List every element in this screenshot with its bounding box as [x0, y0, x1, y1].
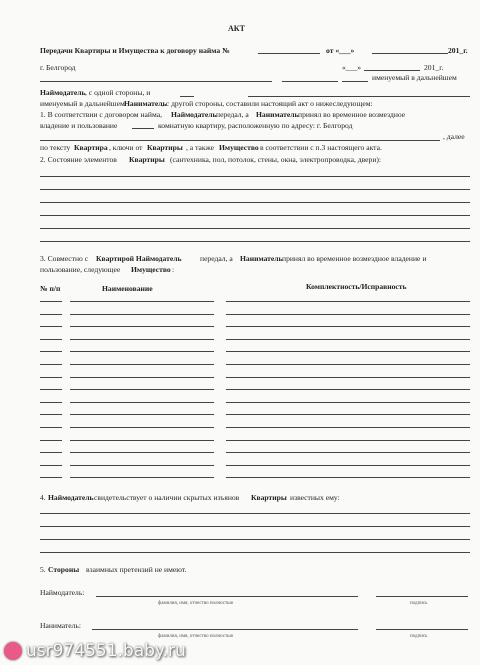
rooms-count-line — [132, 128, 154, 129]
sig-landlord-sign-caption: подпись — [410, 601, 428, 606]
table-cell-line — [226, 377, 470, 378]
p1-line4e: , а также — [186, 143, 215, 152]
p1-a: 1. В соответствии с договором найма, — [40, 110, 163, 119]
p5-c: взаимных претензий не имеют. — [86, 565, 187, 574]
heading-from: от «___» — [326, 46, 355, 55]
p1-line4c: , ключи от — [109, 143, 143, 152]
city: г. Белгород — [40, 63, 76, 72]
p3-line2a: пользование, следующее — [40, 265, 121, 274]
table-cell-line — [40, 351, 62, 352]
p4-c: свидетельствует о наличии скрытых изъянов — [94, 493, 240, 502]
blank-line — [40, 202, 470, 203]
table-cell-line — [40, 314, 62, 315]
heading-year: 201_г. — [448, 46, 468, 55]
table-cell-line — [70, 301, 214, 302]
p3-line2c: : — [172, 265, 175, 274]
tenant-name-line-b — [248, 96, 470, 97]
p1-d: Наниматель — [256, 110, 299, 119]
contract-number-line — [258, 53, 320, 54]
table-cell-line — [70, 389, 214, 390]
table-cell-line — [70, 440, 214, 441]
table-cell-line — [40, 440, 62, 441]
p1-line4d: Квартиры — [147, 143, 183, 152]
table-cell-line — [40, 427, 62, 428]
party-tenant: Наниматель — [124, 99, 167, 108]
table-cell-line — [70, 326, 214, 327]
landlord-name-line-3 — [342, 81, 368, 82]
p3-b: Квартирой Наймодатель — [96, 254, 182, 263]
p5-a: 5. — [40, 565, 46, 574]
p3-a: 3. Совместно с — [40, 254, 89, 263]
doc-title: АКТ — [228, 24, 245, 33]
table-cell-line — [70, 377, 214, 378]
col-state-header: Комплектность/Исправность — [306, 282, 407, 291]
p2-b: Квартиры — [129, 155, 165, 164]
table-cell-line — [70, 364, 214, 365]
p2-c: (сантехника, пол, потолок, стены, окна, электропроводка, двери): — [170, 155, 382, 164]
blank-line — [40, 215, 470, 216]
p1-line3a: , далее — [443, 132, 465, 141]
sig-landlord-fio-caption: фамилия, имя, отчество полностью — [158, 601, 234, 606]
table-cell-line — [70, 314, 214, 315]
col-name-header: Наименование — [102, 284, 153, 293]
hereinafter-1: именуемый в дальнейшем — [372, 73, 457, 82]
table-cell-line — [226, 301, 470, 302]
table-cell-line — [226, 427, 470, 428]
p1-e: принял во временное возмездное — [298, 110, 406, 119]
table-cell-line — [70, 339, 214, 340]
doc-heading: Передачи Квартиры и Имущества к договору найма № — [40, 46, 230, 55]
p3-line2b: Имущество — [131, 265, 171, 274]
blank-line — [40, 176, 470, 177]
tenant-name-line-a — [180, 96, 194, 97]
p3-e: принял во временное возмездное владение и — [282, 254, 427, 263]
table-cell-line — [226, 351, 470, 352]
p1-line4f: Имущество — [219, 143, 259, 152]
p1-line2a: владение и пользование — [40, 121, 118, 130]
date-right-line — [364, 70, 420, 71]
sig-tenant-name-line — [92, 629, 358, 630]
sig-tenant-sign-caption: подпись — [410, 634, 428, 639]
landlord-name-line-2 — [282, 81, 338, 82]
p3-c: передал, а — [200, 254, 233, 263]
p4-a: 4. — [40, 493, 46, 502]
blank-line — [40, 552, 470, 553]
sig-landlord-sign-line — [376, 596, 468, 597]
p1-line4g: в соответствии с п.3 настоящего акта. — [260, 143, 382, 152]
table-cell-line — [40, 301, 62, 302]
table-cell-line — [40, 402, 62, 403]
p1-line2b: комнатную квартиру, расположенную по адресу: г. Белгород — [158, 121, 353, 130]
table-cell-line — [70, 477, 214, 478]
table-cell-line — [40, 465, 62, 466]
table-cell-line — [226, 465, 470, 466]
table-cell-line — [226, 339, 470, 340]
table-cell-line — [226, 477, 470, 478]
table-cell-line — [226, 440, 470, 441]
table-cell-line — [226, 389, 470, 390]
p5-b: Стороны — [48, 565, 80, 574]
p2-a: 2. Состояние элементов — [40, 155, 117, 164]
col-no-header: № п/п — [40, 284, 61, 293]
p1-c: передал, а — [216, 110, 249, 119]
p4-e: известных ему: — [290, 493, 340, 502]
table-cell-line — [226, 414, 470, 415]
table-cell-line — [70, 452, 214, 453]
sig-tenant-sign-line — [376, 629, 468, 630]
table-cell-line — [226, 452, 470, 453]
p1-line4b: Квартира — [74, 143, 108, 152]
table-cell-line — [70, 427, 214, 428]
table-cell-line — [70, 402, 214, 403]
site-watermark — [4, 641, 186, 661]
table-cell-line — [40, 364, 62, 365]
p3-d: Наниматель — [240, 254, 283, 263]
table-cell-line — [226, 314, 470, 315]
line4-text: именуемый в дальнейшем — [40, 99, 125, 108]
table-cell-line — [70, 465, 214, 466]
date-right: «___» — [342, 63, 361, 72]
sig-tenant-fio-caption: фамилия, имя, отчество полностью — [158, 634, 234, 639]
table-cell-line — [40, 326, 62, 327]
p1-b: Наймодатель — [171, 110, 217, 119]
table-cell-line — [40, 414, 62, 415]
blank-line — [40, 189, 470, 190]
table-cell-line — [40, 389, 62, 390]
table-cell-line — [40, 477, 62, 478]
address-line — [40, 140, 440, 141]
table-cell-line — [40, 377, 62, 378]
blank-line — [40, 539, 470, 540]
table-cell-line — [70, 351, 214, 352]
p4-d: Квартиры — [251, 493, 287, 502]
p4-b: Наймодатель — [48, 493, 94, 502]
watermark-text: usr974551.baby.ru — [26, 641, 186, 661]
blank-line — [40, 513, 470, 514]
sig-tenant-label: Наниматель: — [40, 621, 81, 630]
p1-line4a: по тексту — [40, 143, 71, 152]
table-cell-line — [70, 414, 214, 415]
date-right-year: 201_г. — [424, 63, 444, 72]
sig-landlord-label: Наймодатель: — [40, 588, 85, 597]
table-cell-line — [40, 452, 62, 453]
heading-date-line — [372, 53, 448, 54]
blank-line — [40, 526, 470, 527]
table-cell-line — [226, 364, 470, 365]
party-landlord: Наймодатель — [40, 88, 86, 97]
table-cell-line — [40, 339, 62, 340]
party-landlord-rest: , с одной стороны, и — [85, 88, 151, 97]
line4-rest: , с другой стороны, составили настоящий акт о нижеследующем: — [162, 99, 373, 108]
sig-landlord-name-line — [96, 596, 358, 597]
table-cell-line — [226, 402, 470, 403]
blank-line — [40, 241, 470, 242]
landlord-name-line — [40, 81, 272, 82]
table-cell-line — [226, 326, 470, 327]
baby-logo-icon — [4, 642, 22, 660]
blank-line — [40, 228, 470, 229]
